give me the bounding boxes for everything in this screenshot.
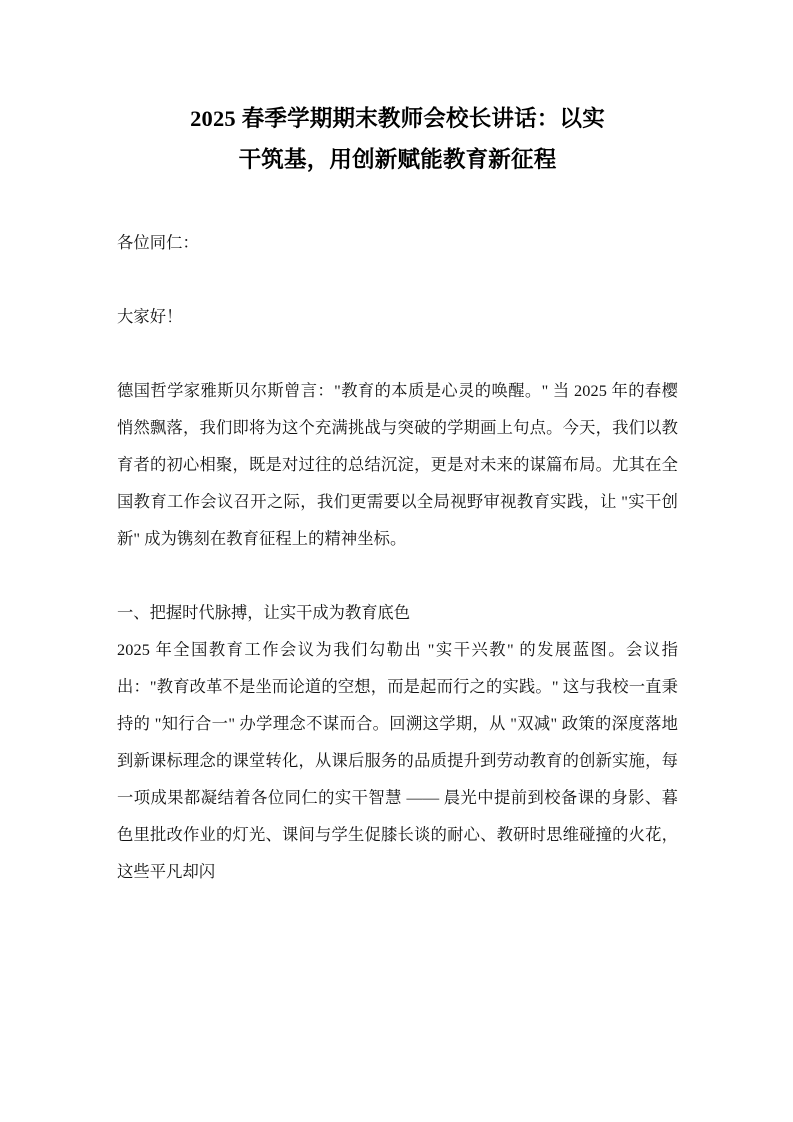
intro-section-spacer (117, 557, 678, 594)
section-body-1: 2025 年全国教育工作会议为我们勾勒出 "实干兴教" 的发展蓝图。会议指出："教育改革不是坐而论道的空想，而是起而行之的实践。" 这与我校一直秉持的 "知行合一" 办学理念不谋而合。回溯这学期，从 "双减" 政策的深度落地到新课标理念的课堂转化，从课后服务的品质提升到劳动教育的创新实施，每一项成果都凝结着各位同仁的实干智慧 —— 晨光中提前到校备课的身影、暮色里批改作业的灯光、课间与学生促膝长谈的耐心、教研时思维碰撞的火花，这些平凡却闪 (117, 640, 678, 881)
page-title (117, 98, 678, 180)
page-title-line-1: 2025 春季学期期末教师会校长讲话：以实 (190, 106, 605, 131)
section-heading-1: 一、把握时代脉搏，让实干成为教育底色 (117, 603, 411, 622)
document-content (117, 0, 678, 890)
top-margin-spacer (117, 0, 678, 98)
salutation-greeting-spacer (117, 261, 678, 298)
greeting-intro-spacer (117, 335, 678, 372)
salutation: 各位同仁： (117, 233, 199, 252)
greeting: 大家好！ (117, 307, 183, 326)
intro-paragraph: 德国哲学家雅斯贝尔斯曾言："教育的本质是心灵的唤醒。" 当 2025 年的春樱悄然飘落，我们即将为这个充满挑战与突破的学期画上句点。今天，我们以教育者的初心相聚，既是对过往的总结沉淀，更是对未来的谋篇布局。尤其在全国教育工作会议召开之际，我们更需要以全局视野审视教育实践，让 "实干创新" 成为镌刻在教育征程上的精神坐标。 (117, 381, 678, 548)
title-body-spacer (117, 180, 678, 224)
page-title-line-2: 干筑基，用创新赋能教育新征程 (238, 147, 557, 172)
